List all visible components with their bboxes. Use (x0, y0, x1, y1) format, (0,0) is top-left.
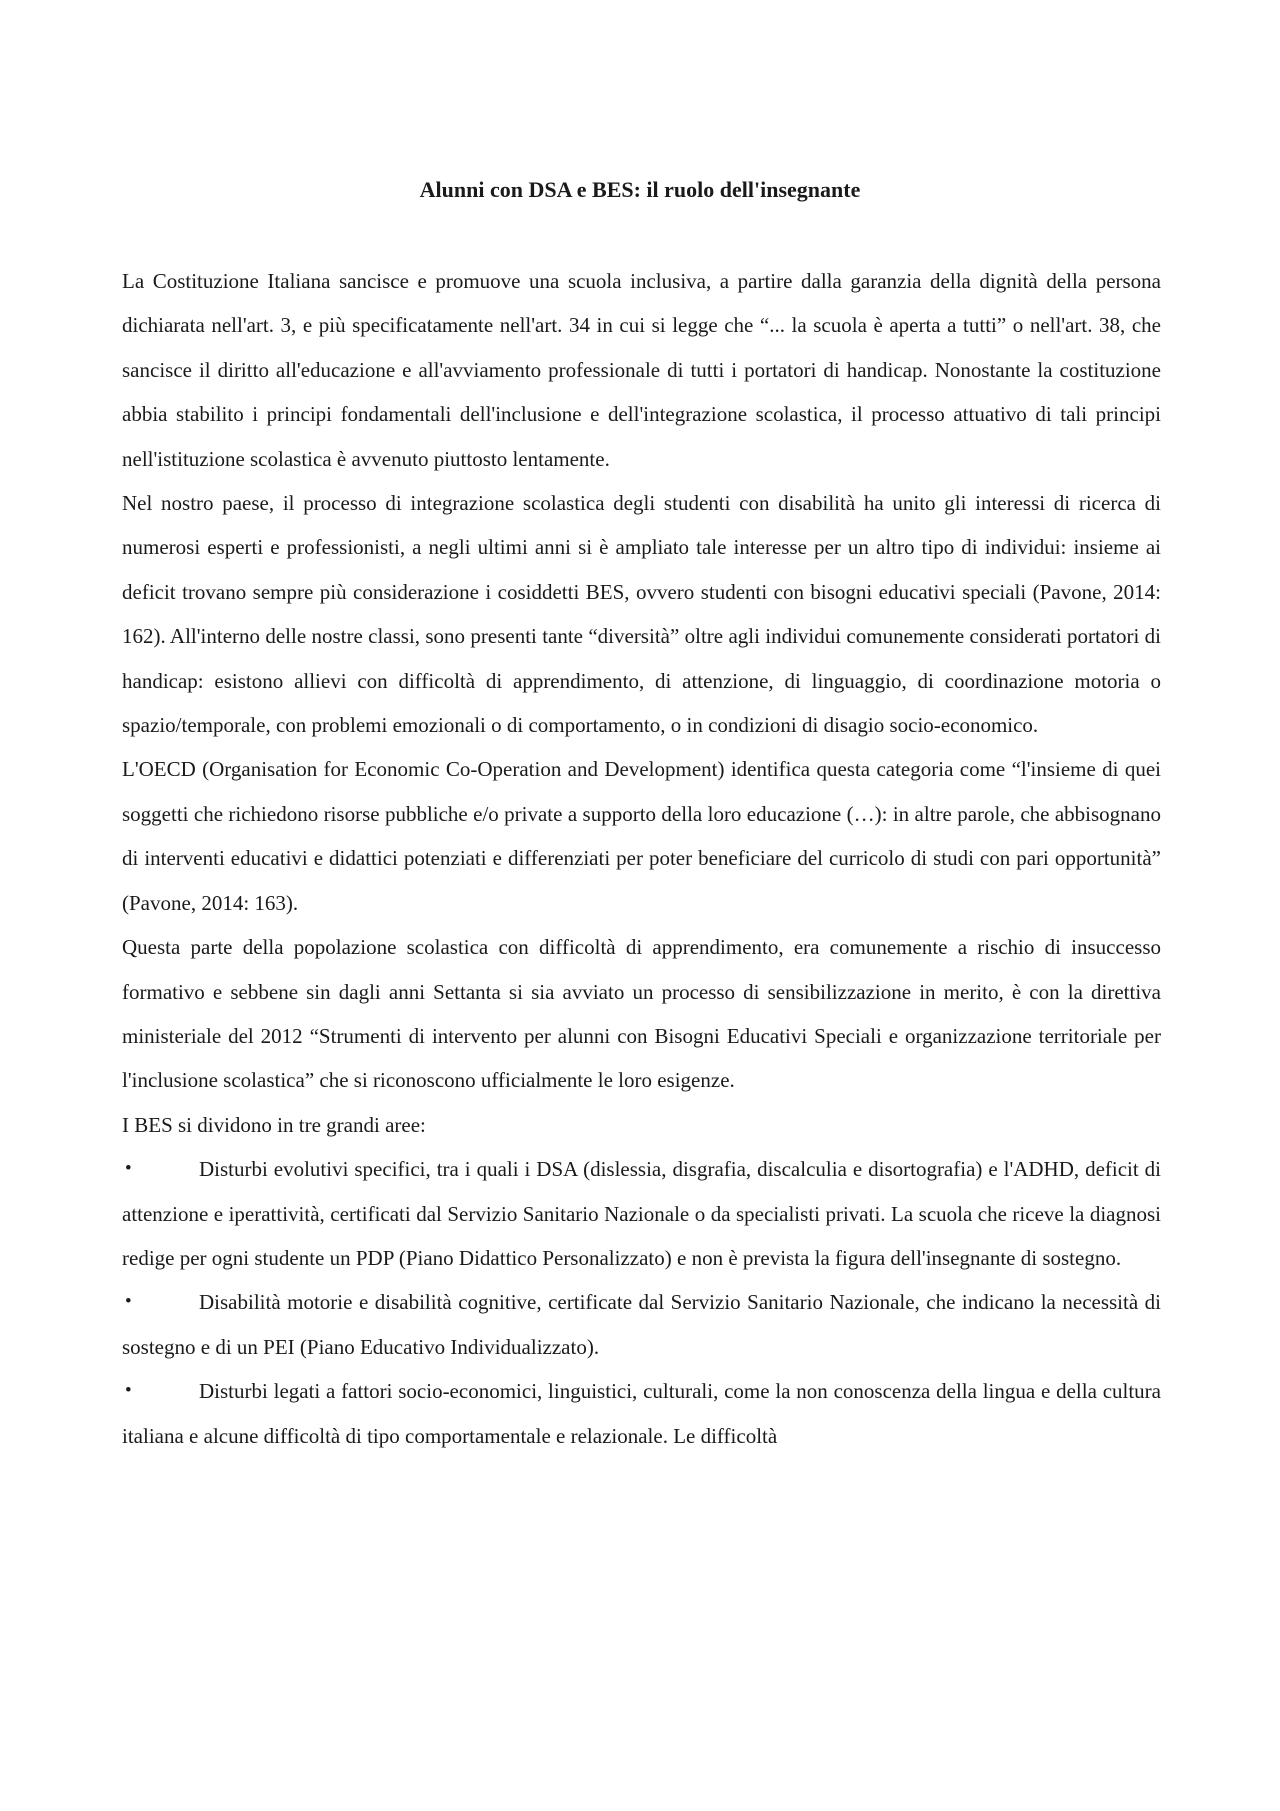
bullet-item-svantaggio (122, 1369, 1161, 1458)
paragraph-integrazione: Nel nostro paese, il processo di integrazione scolastica degli studenti con disabilità ha unito gli interessi di ricerca di numerosi esperti e professionisti, a negli ultimi anni si è ampliato tale interesse per un altro tipo di individui: insieme ai deficit trovano sempre più considerazione i cosiddetti BES, ovvero studenti con bisogni educativi speciali (Pavone, 2014: 162). All'interno delle nostre classi, sono presenti tante “diversità” oltre agli individui comunemente considerati portatori di handicap: esistono allievi con difficoltà di apprendimento, di attenzione, di linguaggio, di coordinazione motoria o spazio/temporale, con problemi emozionali o di comportamento, o in condizioni di disagio socio-economico. (122, 491, 1161, 738)
document-body (122, 259, 1161, 1458)
paragraph-direttiva: Questa parte della popolazione scolastica con difficoltà di apprendimento, era comunemente a rischio di insuccesso formativo e sebbene sin dagli anni Settanta si sia avviato un processo di sensibilizzazione in merito, è con la direttiva ministeriale del 2012 “Strumenti di intervento per alunni con Bisogni Educativi Speciali e organizzazione territoriale per l'inclusione scolastica” che si riconoscono ufficialmente le loro esigenze. (122, 935, 1161, 1093)
bullet-item-disabilita (122, 1280, 1161, 1369)
bullet-text: Disabilità motorie e disabilità cognitive, certificate dal Servizio Sanitario Nazionale, che indicano la necessità di sostegno e di un PEI (Piano Educativo Individualizzato). (122, 1290, 1161, 1359)
paragraph-aree-intro: I BES si dividono in tre grandi aree: (122, 1112, 426, 1137)
document-title: Alunni con DSA e BES: il ruolo dell'insegnante (419, 177, 861, 202)
bullet-item-disturbi-evolutivi (122, 1147, 1161, 1280)
paragraph-costituzione: La Costituzione Italiana sancisce e promuove una scuola inclusiva, a partire dalla garanzia della dignità della persona dichiarata nell'art. 3, e più specificatamente nell'art. 34 in cui si legge che “... la scuola è aperta a tutti” o nell'art. 38, che sancisce il diritto all'educazione e all'avviamento professionale di tutti i portatori di handicap. Nonostante la costituzione abbia stabilito i principi fondamentali dell'inclusione e dell'integrazione scolastica, il processo attuativo di tali principi nell'istituzione scolastica è avvenuto piuttosto lentamente. (122, 269, 1161, 471)
bullet-text: Disturbi evolutivi specifici, tra i quali i DSA (dislessia, disgrafia, discalculia e disortografia) e l'ADHD, deficit di attenzione e iperattività, certificati dal Servizio Sanitario Nazionale o da specialisti privati. La scuola che riceve la diagnosi redige per ogni studente un PDP (Piano Didattico Personalizzato) e non è prevista la figura dell'insegnante di sostegno. (122, 1157, 1161, 1270)
bullet-text: Disturbi legati a fattori socio-economici, linguistici, culturali, come la non conoscenza della lingua e della cultura italiana e alcune difficoltà di tipo comportamentale e relazionale. Le difficoltà (122, 1379, 1161, 1448)
bullet-icon: • (125, 1380, 132, 1402)
bullet-icon: • (125, 1291, 132, 1313)
paragraph-oecd: L'OECD (Organisation for Economic Co-Operation and Development) identifica questa categoria come “l'insieme di quei soggetti che richiedono risorse pubbliche e/o private a supporto della loro educazione (…): in altre parole, che abbisognano di interventi educativi e didattici potenziati e differenziati per poter beneficiare del curricolo di studi con pari opportunità” (Pavone, 2014: 163). (122, 757, 1161, 915)
bullet-icon: • (125, 1158, 132, 1180)
